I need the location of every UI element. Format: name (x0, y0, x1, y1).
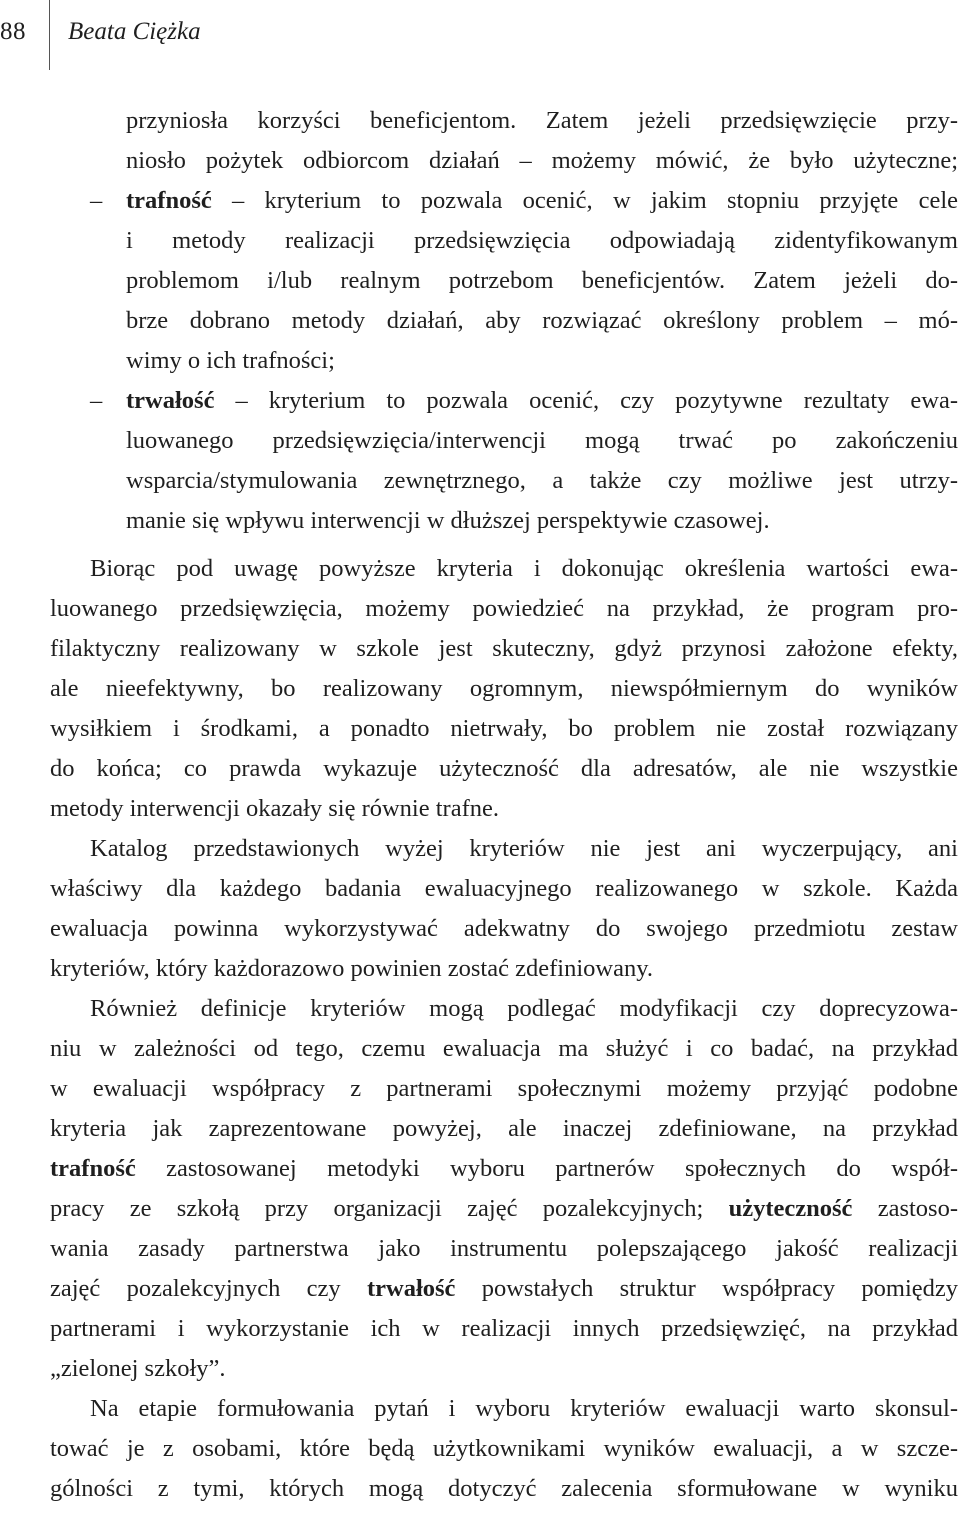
paragraph-line: Na etapie formułowania pytań i wyboru kryteriów ewaluacji warto skonsul- (90, 1395, 958, 1422)
list-item-text: – kryterium to pozwala ocenić, w jakim stopniu przyjęte cele (211, 187, 958, 214)
paragraph-line: wysiłkiem i środkami, a ponadto nietrwały, bo problem nie został rozwiązany (50, 715, 958, 742)
text-span: powstałych struktur współpracy pomiędzy (455, 1275, 958, 1302)
paragraph-line: metody interwencji okazały się równie trafne. (50, 795, 499, 822)
term-trwalosc: trwałość (126, 387, 215, 414)
list-item-text: – kryterium to pozwala ocenić, czy pozytywne rezultaty ewa- (214, 387, 958, 414)
paragraph-line: gólności z tymi, których mogą dotyczyć zalecenia sformułowane w wyniku (50, 1475, 958, 1502)
text-span: zastosowanej metodyki wyboru partnerów społecznych do współ- (135, 1155, 958, 1182)
paragraph (50, 829, 958, 989)
paragraph-line: wania zasady partnerstwa jako instrumentu polepszającego jakość realizacji (50, 1235, 958, 1262)
paragraph-line: luowanego przedsięwzięcia, możemy powiedzieć na przykład, że program pro- (50, 595, 958, 622)
paragraph-line: ewaluacja powinna wykorzystywać adekwatny do swojego przedmiotu zestaw (50, 915, 958, 942)
page-header (0, 0, 960, 70)
paragraph (50, 549, 958, 829)
paragraph-line: do końca; co prawda wykazuje użyteczność dla adresatów, ale nie wszystkie (50, 755, 958, 782)
paragraph-line: w ewaluacji współpracy z partnerami społecznymi możemy przyjąć podobne (50, 1075, 958, 1102)
paragraph (50, 1389, 958, 1509)
paragraph-line: „zielonej szkoły”. (50, 1355, 226, 1382)
paragraph-line: filaktyczny realizowany w szkole jest skuteczny, gdyż przynosi założone efekty, (50, 635, 958, 662)
paragraph-line (50, 1149, 958, 1189)
text-span: zastoso- (852, 1195, 958, 1222)
page-body (50, 101, 958, 1509)
list-item-line: manie się wpływu interwencji w dłuższej perspektywie czasowej. (126, 507, 770, 534)
list-item-trwalosc (50, 381, 958, 421)
term-uzytecznosc: użyteczność (728, 1195, 853, 1222)
list-item-line: wimy o ich trafności; (126, 347, 335, 374)
term-trwalosc: trwałość (366, 1275, 456, 1302)
page-number: 88 (0, 18, 26, 45)
list-item-line: luowanego przedsięwzięcia/interwencji mogą trwać po zakończeniu (126, 427, 958, 454)
paragraph-line: kryteriów, który każdorazowo powinien zostać zdefiniowany. (50, 955, 653, 982)
paragraph-line: Katalog przedstawionych wyżej kryteriów nie jest ani wyczerpujący, ani (90, 835, 958, 862)
list-item-trafnosc (50, 181, 958, 221)
paragraph-line: ale nieefektywny, bo realizowany ogromnym, niewspółmiernym do wyników (50, 675, 958, 702)
list-item-line: brze dobrano metody działań, aby rozwiązać określony problem – mó- (126, 307, 958, 334)
paragraph-line (50, 1269, 958, 1309)
term-trafnosc: trafność (50, 1155, 136, 1182)
paragraph-line: tować je z osobami, które będą użytkownikami wyników ewaluacji, a w szcze- (50, 1435, 958, 1462)
list-continuation-line: przyniosła korzyści beneficjentom. Zatem jeżeli przedsięwzięcie przy- (126, 107, 958, 134)
paragraph-line: kryteria jak zaprezentowane powyżej, ale inaczej zdefiniowane, na przykład (50, 1115, 958, 1142)
list-item-line: wsparcia/stymulowania zewnętrznego, a także czy możliwe jest utrzy- (126, 467, 958, 494)
text-span: pracy ze szkołą przy organizacji zajęć pozalekcyjnych; (50, 1195, 729, 1222)
list-item-line: i metody realizacji przedsięwzięcia odpowiadają zidentyfikowanym (126, 227, 958, 254)
paragraph-line: partnerami i wykorzystanie ich w realizacji innych przedsięwzięć, na przykład (50, 1315, 958, 1342)
paragraph (50, 989, 958, 1389)
paragraph-line: Biorąc pod uwagę powyższe kryteria i dokonując określenia wartości ewa- (90, 555, 958, 582)
list-dash: – (90, 387, 103, 414)
paragraph-line: Również definicje kryteriów mogą podlegać modyfikacji czy doprecyzowa- (90, 995, 958, 1022)
text-span: zajęć pozalekcyjnych czy (50, 1275, 367, 1302)
list-continuation-line: niosło pożytek odbiorcom działań – możemy mówić, że było użyteczne; (126, 147, 958, 174)
paragraph-line (50, 1189, 958, 1229)
paragraph-line: niu w zależności od tego, czemu ewaluacja ma służyć i co badać, na przykład (50, 1035, 958, 1062)
list-dash: – (90, 187, 103, 214)
paragraph-line: właściwy dla każdego badania ewaluacyjnego realizowanego w szkole. Każda (50, 875, 958, 902)
term-trafnosc: trafność (126, 187, 212, 214)
header-divider (49, 0, 50, 70)
list-item-line: problemom i/lub realnym potrzebom beneficjentów. Zatem jeżeli do- (126, 267, 958, 294)
running-head-author: Beata Ciężka (68, 18, 201, 45)
